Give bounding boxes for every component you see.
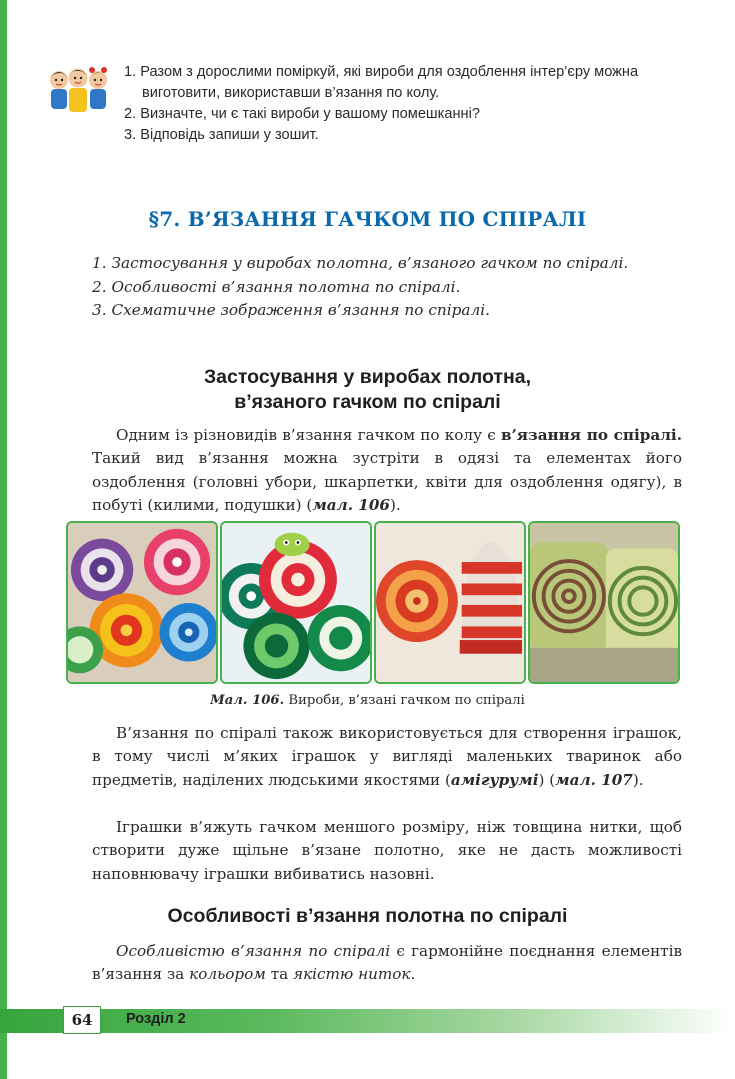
task-item: 1. Разом з дорослими поміркуй, які вироби для оздоблення інтер’єру можна виготовити, використавши в’язання по колу. xyxy=(124,64,639,101)
task-item: 2. Визначте, чи є такі вироби у вашому помешканні? xyxy=(124,106,480,122)
subsection-title-line: Особливості в’язання полотна по спіралі xyxy=(167,905,568,927)
outline-item: 1. Застосування у виробах полотна, в’язаного гачком по спіралі. xyxy=(92,254,629,272)
subsection-title xyxy=(0,904,735,929)
photo-spiral-toys xyxy=(220,521,372,684)
kids-icon xyxy=(45,64,111,116)
task-list xyxy=(124,62,694,146)
footer-band xyxy=(0,1009,735,1033)
outline-item: 3. Схематичне зображення в’язання по спіралі. xyxy=(92,301,491,319)
section-title: §7. В’ЯЗАННЯ ГАЧКОМ ПО СПІРАЛІ xyxy=(148,207,587,231)
paragraph xyxy=(92,940,682,987)
term-amigurumi: амігурумі xyxy=(450,770,539,789)
photo-spiral-pillows xyxy=(528,521,680,684)
para-text: ) ( xyxy=(538,770,556,789)
photo-spiral-hats xyxy=(374,521,526,684)
para-italic: Особливістю в’язання по спіралі xyxy=(116,942,391,960)
caption-label: Мал. 106. xyxy=(210,693,285,708)
task-item: 3. Відповідь запиши у зошит. xyxy=(124,127,319,143)
para-text: ). xyxy=(390,496,401,515)
para-text: є гармонійне поєднання елементів в’язання за xyxy=(92,942,682,984)
paragraph xyxy=(92,424,682,518)
photo-spiral-mats xyxy=(66,521,218,684)
subsection-title-line2: в’язаного гачком по спіралі xyxy=(234,391,501,413)
para-text: Одним із різновидів в’язання гачком по колу є xyxy=(116,426,501,444)
para-italic: кольором xyxy=(189,965,266,984)
term-bold: в’язання по спіралі. xyxy=(500,426,682,444)
figure-ref: мал. 107 xyxy=(555,770,633,789)
para-text: Іграшки в’яжуть гачком меншого розміру, ніж товщина нитки, щоб створити дуже щільне в’язане полотно, яке не дасть можливості наповнювачу іграшки вибиватись назовні. xyxy=(92,818,682,883)
section-outline xyxy=(92,252,692,323)
chapter-label: Розділ 2 xyxy=(126,1011,186,1027)
figure-ref: мал. 106 xyxy=(312,496,390,515)
para-italic: якістю ниток xyxy=(293,965,411,984)
paragraph xyxy=(92,816,682,886)
page-number: 64 xyxy=(63,1006,101,1034)
para-text: ). xyxy=(632,770,644,789)
para-text: та xyxy=(265,965,294,984)
paragraph xyxy=(92,722,682,792)
figure-caption xyxy=(0,693,735,708)
caption-text: Вироби, в’язані гачком по спіралі xyxy=(284,693,525,708)
outline-item: 2. Особливості в’язання полотна по спіралі. xyxy=(92,277,461,296)
subsection-title xyxy=(0,365,735,415)
para-text: . xyxy=(410,965,416,984)
para-text: Такий вид в’язання можна зустріти в одязі та елементах його оздоблення (головні убори, шкарпетки, квіти для оздоблення одягу), в побуті (килими, подушки) ( xyxy=(92,449,682,515)
subsection-title-line1: Застосування у виробах полотна, xyxy=(203,366,532,388)
para-text: В’язання по спіралі також використовується для створення іграшок, в тому числі м’яких іграшок у вигляді маленьких тваринок або предметів, наділених людськими якостями ( xyxy=(92,724,682,789)
